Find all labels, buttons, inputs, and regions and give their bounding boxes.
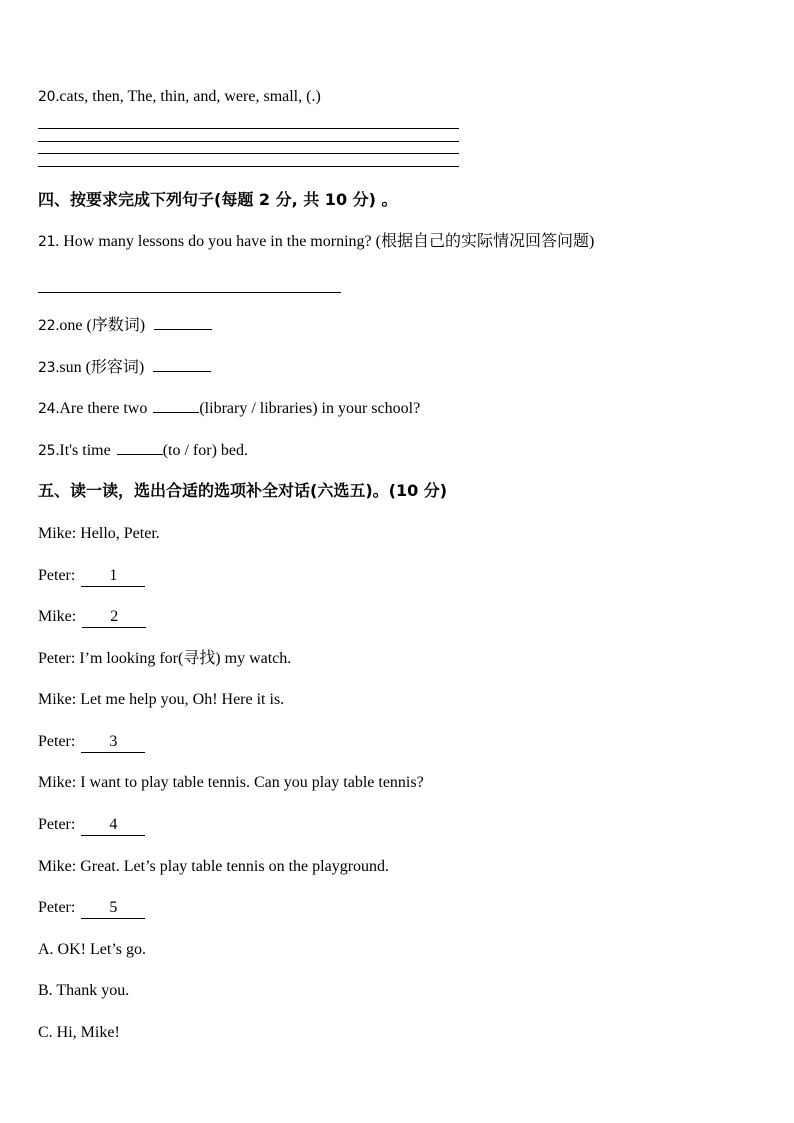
question-text: cats, then, The, thin, and, were, small, (.) bbox=[59, 88, 321, 105]
question-22 bbox=[38, 316, 212, 336]
speaker: Peter: bbox=[38, 567, 76, 584]
answer-blank-1[interactable]: 1 bbox=[81, 566, 145, 587]
answer-blank-25[interactable] bbox=[117, 454, 163, 455]
dialogue-line-7: Mike: I want to play table tennis. Can you play table tennis? bbox=[38, 774, 424, 791]
answer-line-1[interactable] bbox=[38, 128, 459, 129]
speaker: Peter: bbox=[38, 733, 76, 750]
question-text-before: Are there two bbox=[59, 400, 148, 417]
option-b: B. Thank you. bbox=[38, 982, 130, 999]
question-number: 21 bbox=[38, 234, 56, 250]
question-number: 25. bbox=[38, 443, 60, 459]
answer-blank-5[interactable]: 5 bbox=[81, 898, 145, 919]
question-25 bbox=[38, 441, 248, 461]
dialogue-line-10 bbox=[38, 898, 145, 919]
dialogue-line-6 bbox=[38, 732, 145, 753]
answer-line-2[interactable] bbox=[38, 141, 459, 142]
answer-line-3[interactable] bbox=[38, 153, 459, 154]
question-text-after: (to / for) bed. bbox=[162, 442, 249, 459]
question-24 bbox=[38, 399, 420, 419]
question-number: 22. bbox=[38, 318, 60, 334]
option-a: A. OK! Let’s go. bbox=[38, 941, 146, 958]
answer-blank-23[interactable] bbox=[153, 371, 211, 372]
question-20 bbox=[38, 87, 321, 107]
dialogue-line-2 bbox=[38, 566, 145, 587]
question-number: 20. bbox=[38, 89, 60, 105]
answer-blank-22[interactable] bbox=[154, 329, 212, 330]
question-number: 23. bbox=[38, 360, 60, 376]
question-21 bbox=[38, 232, 594, 252]
answer-blank-4[interactable]: 4 bbox=[81, 815, 145, 836]
answer-blank-24[interactable] bbox=[153, 412, 199, 413]
question-number: 24. bbox=[38, 401, 60, 417]
question-text: one (序数词) bbox=[59, 317, 146, 334]
dialogue-line-4: Peter: I’m looking for(寻找) my watch. bbox=[38, 650, 292, 667]
dialogue-line-1: Mike: Hello, Peter. bbox=[38, 525, 160, 542]
speaker: Peter: bbox=[38, 899, 76, 916]
question-text-before: It's time bbox=[59, 442, 111, 459]
speaker: Peter: bbox=[38, 816, 76, 833]
answer-blank-2[interactable]: 2 bbox=[82, 607, 146, 628]
dialogue-line-3 bbox=[38, 607, 146, 628]
dialogue-line-5: Mike: Let me help you, Oh! Here it is. bbox=[38, 691, 285, 708]
answer-line-4[interactable] bbox=[38, 166, 459, 167]
question-text-after: (library / libraries) in your school? bbox=[199, 400, 421, 417]
question-text: sun (形容词) bbox=[59, 359, 145, 376]
section-5-heading: 五、读一读，选出合适的选项补全对话(六选五)。(10 分) bbox=[38, 481, 448, 500]
answer-blank-3[interactable]: 3 bbox=[81, 732, 145, 753]
speaker: Mike: bbox=[38, 608, 77, 625]
section-4-heading: 四、按要求完成下列句子(每题 2 分, 共 10 分) 。 bbox=[38, 190, 398, 209]
option-c: C. Hi, Mike! bbox=[38, 1024, 120, 1041]
dialogue-line-8 bbox=[38, 815, 145, 836]
question-23 bbox=[38, 358, 211, 378]
dialogue-line-9: Mike: Great. Let’s play table tennis on the playground. bbox=[38, 858, 390, 875]
answer-line-21[interactable] bbox=[38, 292, 341, 293]
question-text: . How many lessons do you have in the morning? (根据自己的实际情况回答问题) bbox=[55, 233, 595, 250]
